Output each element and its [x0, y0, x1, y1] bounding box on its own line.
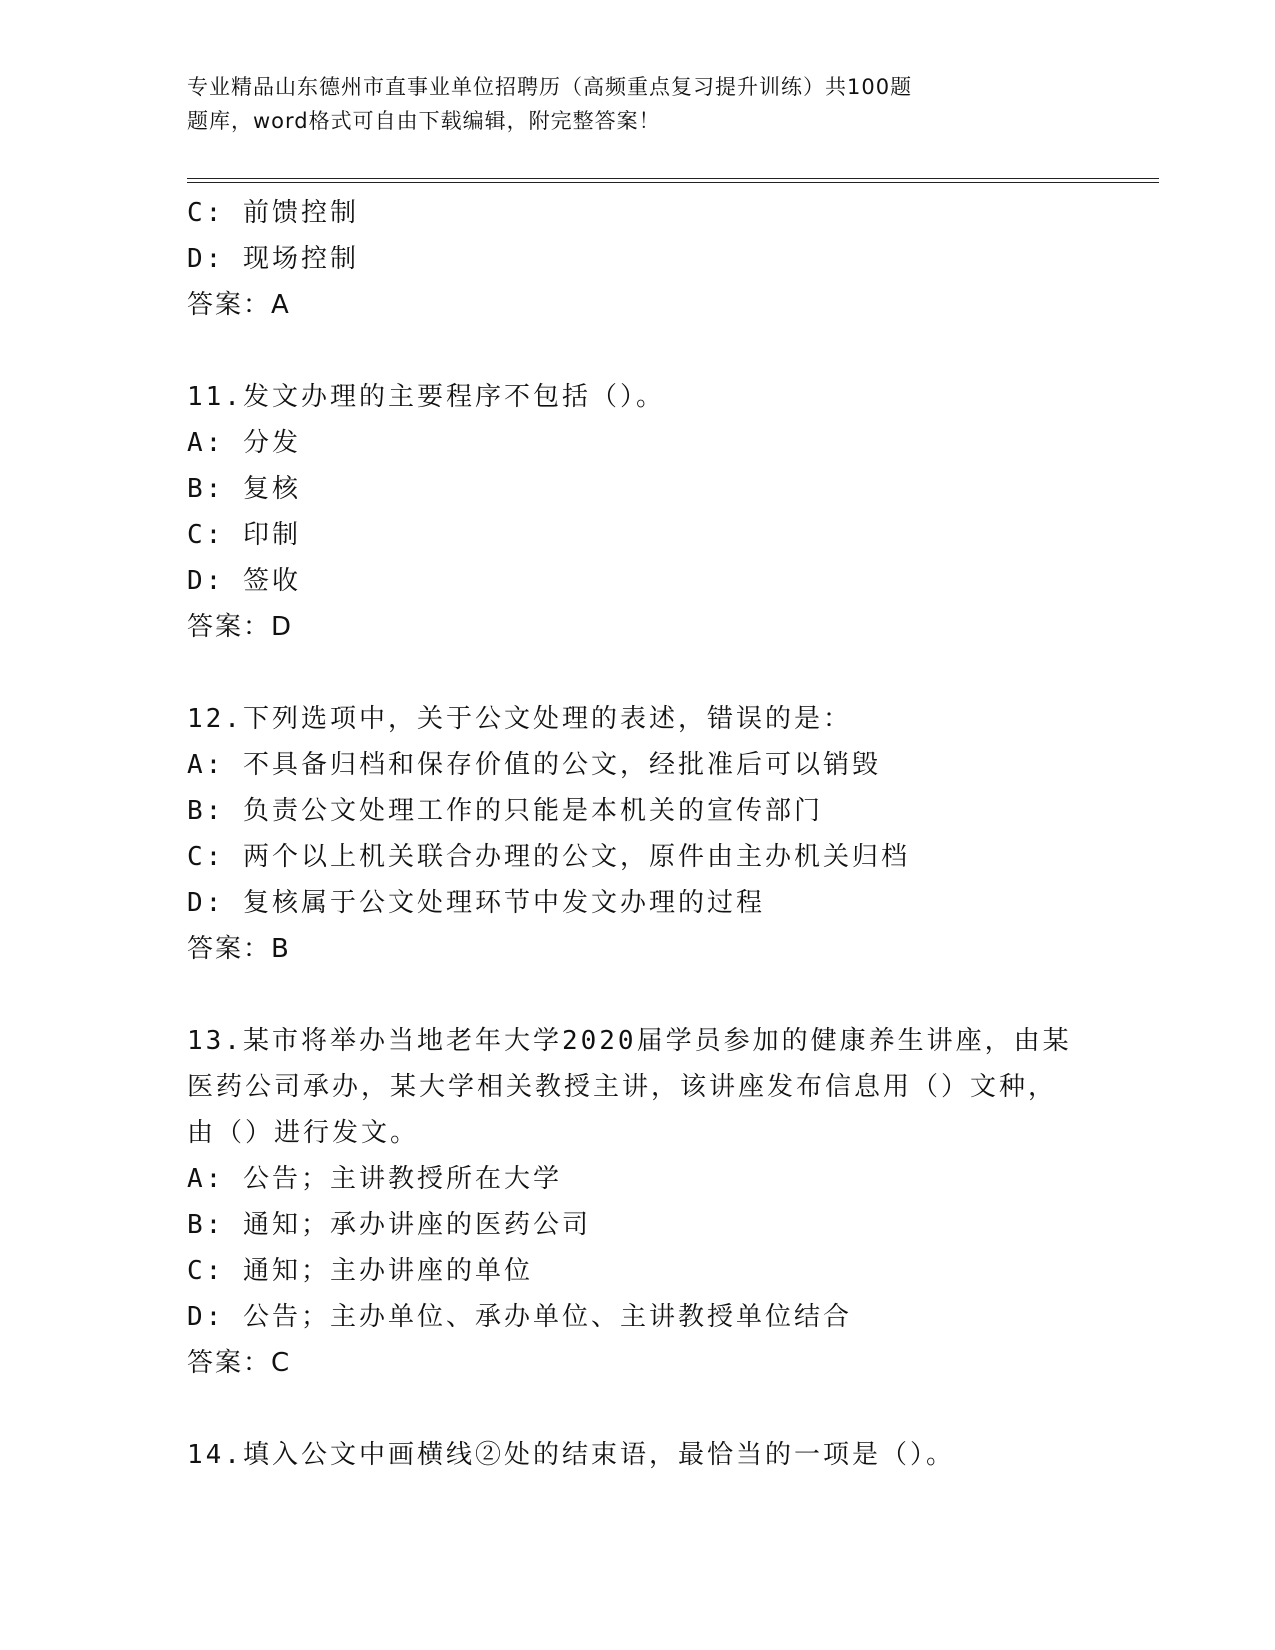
question-text: 11.发文办理的主要程序不包括（）。: [187, 382, 665, 412]
question-11: [187, 374, 1087, 650]
question-10-continuation: [187, 190, 1087, 328]
spacer: [187, 1386, 1087, 1432]
question-text: 14.填入公文中画横线②处的结束语，最恰当的一项是（）。: [187, 1440, 955, 1470]
header-line-2: 题库，word格式可自由下载编辑，附完整答案！: [187, 109, 661, 133]
question-text-line-1: 13.某市将举办当地老年大学2020届学员参加的健康养生讲座，由某: [187, 1026, 1072, 1056]
option-b: B: 负责公文处理工作的只能是本机关的宣传部门: [187, 796, 823, 826]
option-b: B: 通知；承办讲座的医药公司: [187, 1210, 591, 1240]
header-divider: [187, 178, 1159, 183]
option-a: A: 公告；主讲教授所在大学: [187, 1164, 562, 1194]
option-d: D: 公告；主办单位、承办单位、主讲教授单位结合: [187, 1302, 852, 1332]
spacer: [187, 972, 1087, 1018]
answer-line: 答案：B: [187, 934, 291, 964]
question-text: 12.下列选项中，关于公文处理的表述，错误的是：: [187, 704, 852, 734]
option-d: D: 签收: [187, 566, 301, 596]
header-line-1: 专业精品山东德州市直事业单位招聘历（高频重点复习提升训练）共100题: [187, 75, 913, 99]
question-text-line-2: 医药公司承办，某大学相关教授主讲，该讲座发布信息用（）文种，: [187, 1072, 1058, 1102]
answer-line: 答案：D: [187, 612, 294, 642]
question-13: [187, 1018, 1087, 1386]
question-14: [187, 1432, 1087, 1478]
document-body: [187, 190, 1087, 1478]
option-c: C: 印制: [187, 520, 301, 550]
option-b: B: 复核: [187, 474, 301, 504]
answer-line: 答案：A: [187, 290, 291, 320]
option-c: C: 前馈控制: [187, 198, 359, 228]
option-c: C: 两个以上机关联合办理的公文，原件由主办机关归档: [187, 842, 910, 872]
option-c: C: 通知；主办讲座的单位: [187, 1256, 533, 1286]
answer-line: 答案：C: [187, 1348, 292, 1378]
document-header: [187, 70, 1037, 138]
option-d: D: 复核属于公文处理环节中发文办理的过程: [187, 888, 765, 918]
question-12: [187, 696, 1087, 972]
spacer: [187, 328, 1087, 374]
spacer: [187, 650, 1087, 696]
option-d: D: 现场控制: [187, 244, 359, 274]
option-a: A: 不具备归档和保存价值的公文，经批准后可以销毁: [187, 750, 881, 780]
option-a: A: 分发: [187, 428, 301, 458]
question-text-line-3: 由（）进行发文。: [187, 1118, 420, 1148]
